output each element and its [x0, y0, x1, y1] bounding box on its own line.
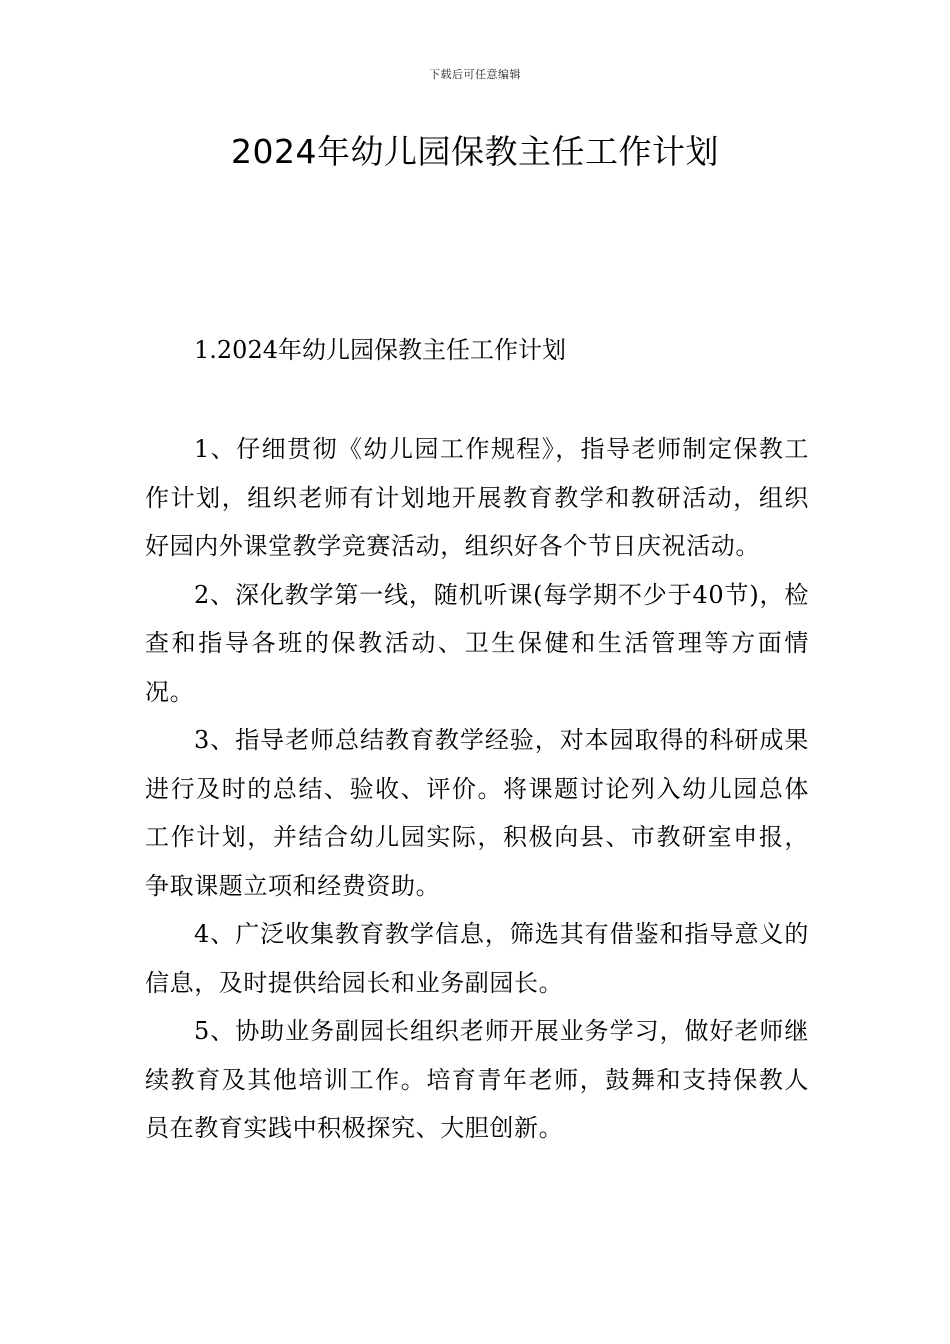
section-heading: 1.2024年幼儿园保教主任工作计划: [194, 336, 566, 364]
paragraph-5: 5、协助业务副园长组织老师开展业务学习，做好老师继续教育及其他培训工作。培育青年老师，鼓舞和支持保教人员在教育实践中积极探究、大胆创新。: [145, 1017, 809, 1142]
document-title: 2024年幼儿园保教主任工作计划: [231, 132, 719, 171]
paragraph-4: 4、广泛收集教育教学信息，筛选其有借鉴和指导意义的信息，及时提供给园长和业务副园长。: [145, 920, 809, 997]
paragraph-1: 1、仔细贯彻《幼儿园工作规程》，指导老师制定保教工作计划，组织老师有计划地开展教育教学和教研活动，组织好园内外课堂教学竞赛活动，组织好各个节日庆祝活动。: [145, 435, 809, 560]
paragraph-2: 2、深化教学第一线，随机听课(每学期不少于40节)，检查和指导各班的保教活动、卫生保健和生活管理等方面情况。: [145, 580, 809, 706]
paragraph-3: 3、指导老师总结教育教学经验，对本园取得的科研成果进行及时的总结、验收、评价。将课题讨论列入幼儿园总体工作计划，并结合幼儿园实际，积极向县、市教研室申报，争取课题立项和经费资助。: [145, 726, 809, 900]
header-note: 下载后可任意编辑: [429, 68, 521, 81]
document-body: [145, 425, 809, 1153]
